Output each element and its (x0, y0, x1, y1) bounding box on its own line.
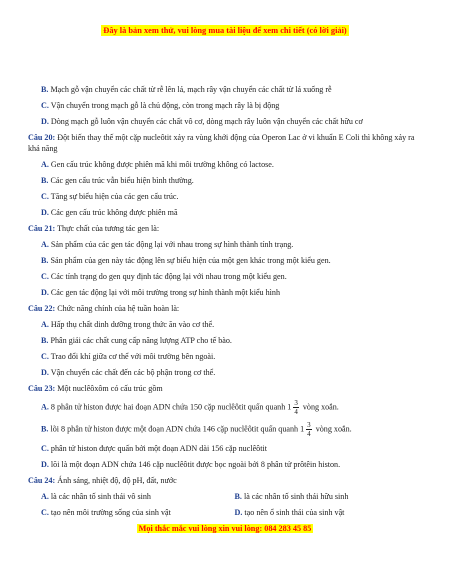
option-c: C. Trao đổi khí giữa cơ thể với môi trường bên ngoài. (41, 352, 216, 361)
option-a: A. Sản phẩm của các gen tác động lại với nhau trong sự hình thành tính trạng. (41, 240, 294, 249)
option-d: D. tạo nên ổ sinh thái của sinh vật (234, 508, 345, 517)
document-body (28, 84, 428, 523)
option-d: D. Vận chuyển các chất đến các bộ phận trong cơ thể. (41, 368, 216, 377)
question-22: Câu 22: Chức năng chính của hệ tuần hoàn là: (28, 304, 180, 313)
question-20: Câu 20: Đột biến thay thế một cặp nucleôtit xảy ra vùng khởi động của Operon Lac ở vi khuẩn E Coli thì không xảy ra khả năng (28, 133, 415, 153)
option-b: B. Sản phẩm của gen này tác động lên sự biểu hiện của một gen khác trong một kiểu gen. (41, 256, 331, 265)
option-b: B. là các nhân tố sinh thái hữu sinh (234, 492, 349, 501)
option-d: D. Dòng mạch gỗ luôn vận chuyển các chất vô cơ, dòng mạch rây luôn vận chuyển các chất hữu cơ (41, 117, 363, 126)
option-a: A. Gen cấu trúc không được phiên mã khi môi trường không có lactose. (41, 160, 274, 169)
option-c: C. phân tử histon được quấn bởi một đoạn ADN dài 156 cặp nuclêôtit (41, 444, 267, 453)
question-21: Câu 21: Thực chất của tương tác gen là: (28, 224, 160, 233)
option-a: A. Hấp thụ chất dinh dưỡng trong thức ăn vào cơ thể. (41, 320, 215, 329)
option-c: C. tạo nên môi trường sống của sinh vật (41, 508, 171, 517)
question-23: Câu 23: Một nuclêôxôm có cấu trúc gồm (28, 384, 163, 393)
option-b: B. lõi 8 phân tử histon được một đoạn ADN chứa 146 cặp nuclêôtit quấn quanh 1 $\frac{3}{4}$ vòng xoắn. (41, 421, 352, 438)
option-b: B. Các gen cấu trúc vẫn biểu hiện bình thường. (41, 176, 194, 185)
contact-footer-text: Mọi thắc mắc vui lòng xin vui lòng: 084 283 45 85 (138, 524, 312, 533)
option-d: D. lõi là một đoạn ADN chứa 146 cặp nuclêôtit được bọc ngoài bởi 8 phân tử prôtêin histon. (41, 460, 341, 469)
option-a: A. 8 phân tử histon được hai đoạn ADN chứa 150 cặp nuclêôtit quấn quanh 1 $\frac{3}{4}$ vòng xoắn. (41, 399, 339, 416)
option-a: A. là các nhân tố sinh thái vô sinh (41, 492, 151, 501)
preview-banner (0, 20, 450, 38)
option-b: B. Phân giải các chất cung cấp năng lượng ATP cho tế bào. (41, 336, 232, 345)
option-d: D. Các gen cấu trúc không được phiên mã (41, 208, 178, 217)
preview-banner-text: Đây là bản xem thử, vui lòng mua tài liệu để xem chi tiết (có lời giải) (103, 26, 347, 35)
option-c: C. Tăng sự biểu hiện của các gen cấu trúc. (41, 192, 179, 201)
option-row (28, 491, 428, 502)
contact-footer (0, 518, 450, 536)
option-c: C. Vận chuyển trong mạch gỗ là chủ động, còn trong mạch rây là bị động (41, 101, 280, 110)
option-d: D. Các gen tác động lại với môi trường trong sự hình thành một kiểu hình (41, 288, 280, 297)
fraction: $\frac{3}{4}$ (294, 399, 298, 416)
option-b: B. Mạch gỗ vận chuyển các chất từ rễ lên lá, mạch rây vận chuyển các chất từ lá xuống rễ (41, 85, 332, 94)
option-row (28, 507, 428, 518)
option-c: C. Các tính trạng do gen quy định tác động lại với nhau trong một kiểu gen. (41, 272, 287, 281)
question-24: Câu 24: Ánh sáng, nhiệt độ, độ pH, đất, nước (28, 476, 177, 485)
fraction: $\frac{3}{4}$ (307, 421, 311, 438)
